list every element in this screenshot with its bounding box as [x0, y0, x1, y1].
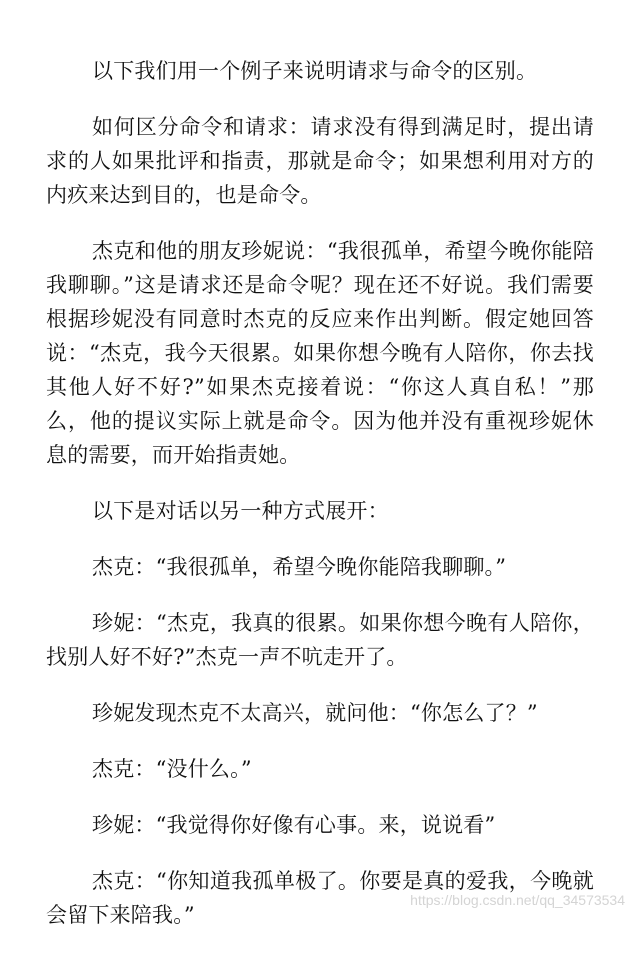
- watermark: https://blog.csdn.net/qq_34573534: [410, 892, 625, 908]
- dialogue-line: 杰克：“你知道我孤单极了。你要是真的爱我，今晚就会留下来陪我。”: [46, 869, 594, 927]
- paragraph-intro: 以下我们用一个例子来说明请求与命令的区别。: [92, 59, 538, 83]
- dialogue-line: 珍妮：“杰克，我真的很累。如果你想今晚有人陪你，找别人好不好?”杰克一声不吭走开了。: [46, 611, 594, 669]
- paragraph-alternative-intro: 以下是对话以另一种方式展开：: [92, 499, 389, 523]
- dialogue-line: 珍妮发现杰克不太高兴，就问他：“你怎么了？”: [92, 701, 538, 725]
- paragraph-definition: 如何区分命令和请求：请求没有得到满足时，提出请求的人如果批评和指责，那就是命令；如果想利用对方的内疚来达到目的，也是命令。: [46, 115, 594, 207]
- dialogue-line: 杰克：“我很孤单，希望今晚你能陪我聊聊。”: [92, 555, 507, 579]
- dialogue-line: 珍妮：“我觉得你好像有心事。来，说说看”: [92, 813, 496, 837]
- paragraph-example: 杰克和他的朋友珍妮说：“我很孤单，希望今晚你能陪我聊聊。”这是请求还是命令呢？现在还不好说。我们需要根据珍妮没有同意时杰克的反应来作出判断。假定她回答说：“杰克，我今天很累。如果你想今晚有人陪你，你去找其他人好不好?”如果杰克接着说：“你这人真自私！”那么，他的提议实际上就是命令。因为他并没有重视珍妮休息的需要，而开始指责她。: [46, 239, 594, 467]
- document-body: [46, 54, 594, 954]
- dialogue-line: 杰克：“没什么。”: [92, 757, 252, 781]
